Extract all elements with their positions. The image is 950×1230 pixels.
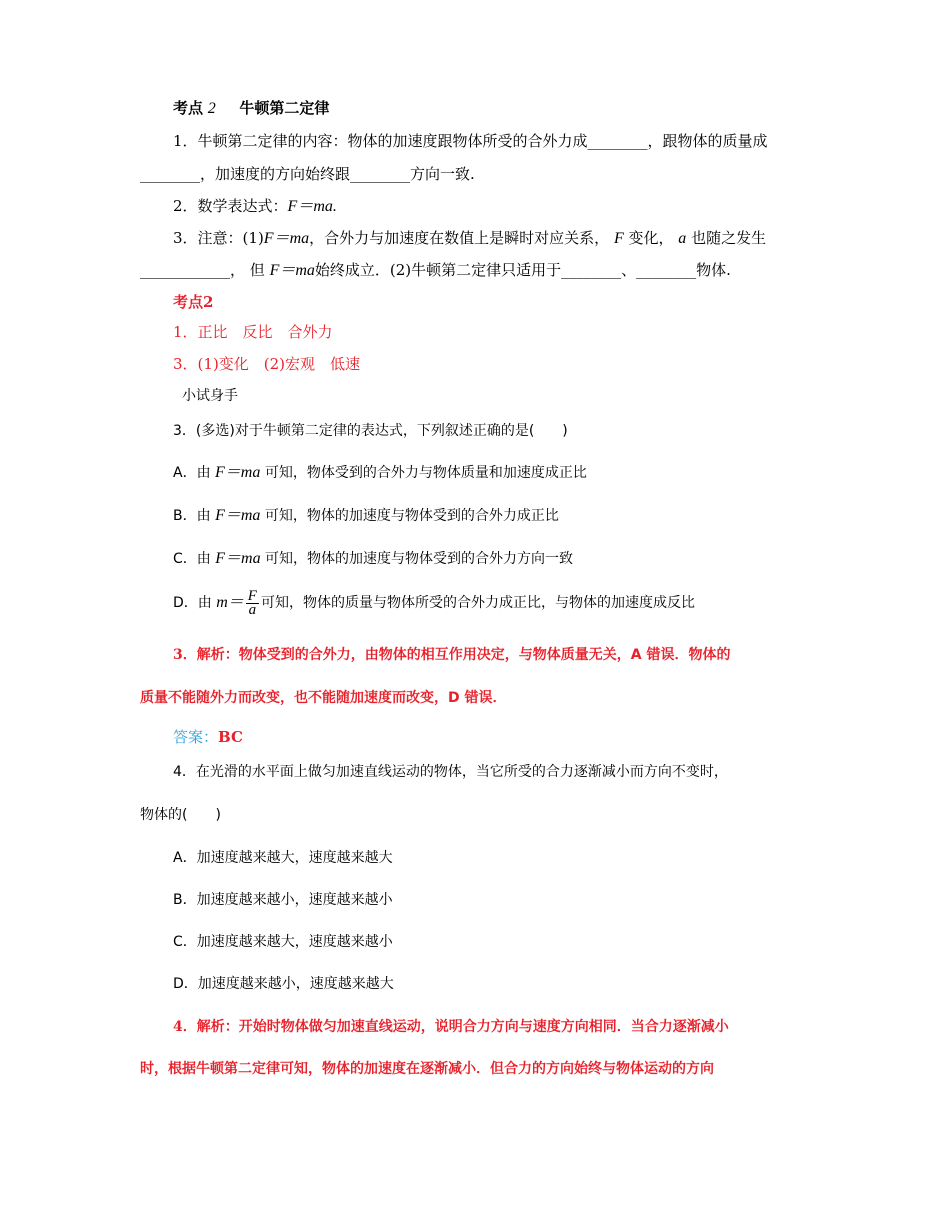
q4-option-d: D．加速度越来越小，速度越来越大: [173, 976, 394, 992]
answers-1: 1．正比 反比 合外力: [173, 323, 333, 341]
q4-analysis-label: 4．解析：: [173, 1019, 239, 1035]
point-3-formula: F＝ma: [263, 230, 310, 247]
point-1-line-2: ________，加速度的方向始终跟________方向一致.: [140, 165, 475, 183]
q3-option-a-formula: F＝ma: [215, 464, 261, 481]
point-1-line-1: 1．牛顿第二定律的内容：物体的加速度跟物体所受的合外力成________，跟物体的质量成: [173, 132, 768, 150]
q3-option-a: [173, 463, 587, 483]
point-3-mid: ，合外力与加速度在数值上是瞬时对应关系，: [309, 229, 610, 247]
q3-analysis-line-2: 质量不能随外力而改变，也不能随加速度而改变，D 错误．: [140, 690, 507, 706]
q3-option-d-fraction: [246, 587, 259, 618]
q3-option-d-denominator: a: [248, 601, 257, 618]
q3-option-a-prefix: A．由: [173, 465, 211, 481]
section-number: 2: [207, 100, 216, 117]
point-3-F: F: [613, 230, 624, 247]
q4-stem-line-2: 物体的( ): [140, 807, 221, 823]
q3-analysis-label: 3．解析：: [173, 647, 239, 663]
q3-option-c-formula: F＝ma: [215, 550, 261, 567]
q4-analysis-text-1: 开始时物体做匀加速直线运动，说明合力方向与速度方向相同．当合力逐渐减小: [238, 1019, 729, 1035]
point-2-formula: F＝ma.: [287, 198, 337, 215]
q3-option-d: [173, 588, 695, 618]
point-3-line-2-end: 始终成立．(2)牛顿第二定律只适用于________、________物体.: [314, 261, 731, 279]
q4-option-a: A．加速度越来越大，速度越来越大: [173, 850, 393, 866]
q3-option-c-prefix: C．由: [173, 551, 211, 567]
q3-option-d-m: m＝: [216, 594, 244, 611]
section-title: 牛顿第二定律: [239, 99, 330, 117]
point-3-line-2: [140, 260, 731, 281]
answers-heading: 考点2: [173, 293, 214, 311]
q3-option-b-formula: F＝ma: [215, 507, 261, 524]
section-label: 考点: [173, 99, 204, 117]
q3-option-b-text: 可知，物体的加速度与物体受到的合外力成正比: [264, 508, 559, 524]
q3-option-d-numerator: F: [247, 587, 257, 604]
q4-analysis-line-2: 时，根据牛顿第二定律可知，物体的加速度在逐渐减小．但合力的方向始终与物体运动的方向: [140, 1061, 714, 1077]
q4-option-b: B．加速度越来越小，速度越来越小: [173, 892, 393, 908]
q3-option-a-text: 可知，物体受到的合外力与物体质量和加速度成正比: [264, 465, 587, 481]
practice-heading: 小试身手: [182, 388, 238, 404]
point-3-mid2: 变化，: [628, 229, 674, 247]
q4-option-c: C．加速度越来越大，速度越来越小: [173, 934, 393, 950]
q3-answer-value: BC: [218, 728, 243, 746]
q3-answer: [173, 727, 243, 747]
point-3-line-1: [173, 228, 766, 249]
q3-option-b: [173, 506, 559, 526]
point-3-a: a: [678, 230, 687, 247]
q4-stem-line-1: 4．在光滑的水平面上做匀加速直线运动的物体，当它所受的合力逐渐减小而方向不变时，: [173, 764, 728, 780]
answers-3: 3．(1)变化 (2)宏观 低速: [173, 355, 361, 373]
point-2-label: 2．数学表达式：: [173, 197, 288, 215]
q3-option-b-prefix: B．由: [173, 508, 211, 524]
point-3-line-2-formula: F＝ma: [269, 262, 315, 279]
section-heading: [173, 98, 329, 119]
q3-analysis-text-1: 物体受到的合外力，由物体的相互作用决定，与物体质量无关，A 错误．物体的: [238, 647, 731, 663]
q3-option-c: [173, 549, 573, 569]
q3-answer-label: 答案：: [173, 728, 219, 746]
q3-option-d-text: 可知，物体的质量与物体所受的合外力成正比，与物体的加速度成反比: [260, 595, 695, 611]
point-3-line-2-start: ____________， 但: [140, 261, 265, 279]
q4-analysis-line-1: [173, 1017, 729, 1037]
q3-stem: 3．(多选)对于牛顿第二定律的表达式，下列叙述正确的是( ): [173, 423, 568, 439]
q3-option-c-text: 可知，物体的加速度与物体受到的合外力方向一致: [265, 551, 574, 567]
q3-option-d-prefix: D．由: [173, 595, 212, 611]
point-3-prefix: 3．注意：(1): [173, 229, 264, 247]
point-3-end: 也随之发生: [691, 229, 767, 247]
point-2: [173, 196, 337, 217]
q3-analysis-line-1: [173, 645, 730, 665]
